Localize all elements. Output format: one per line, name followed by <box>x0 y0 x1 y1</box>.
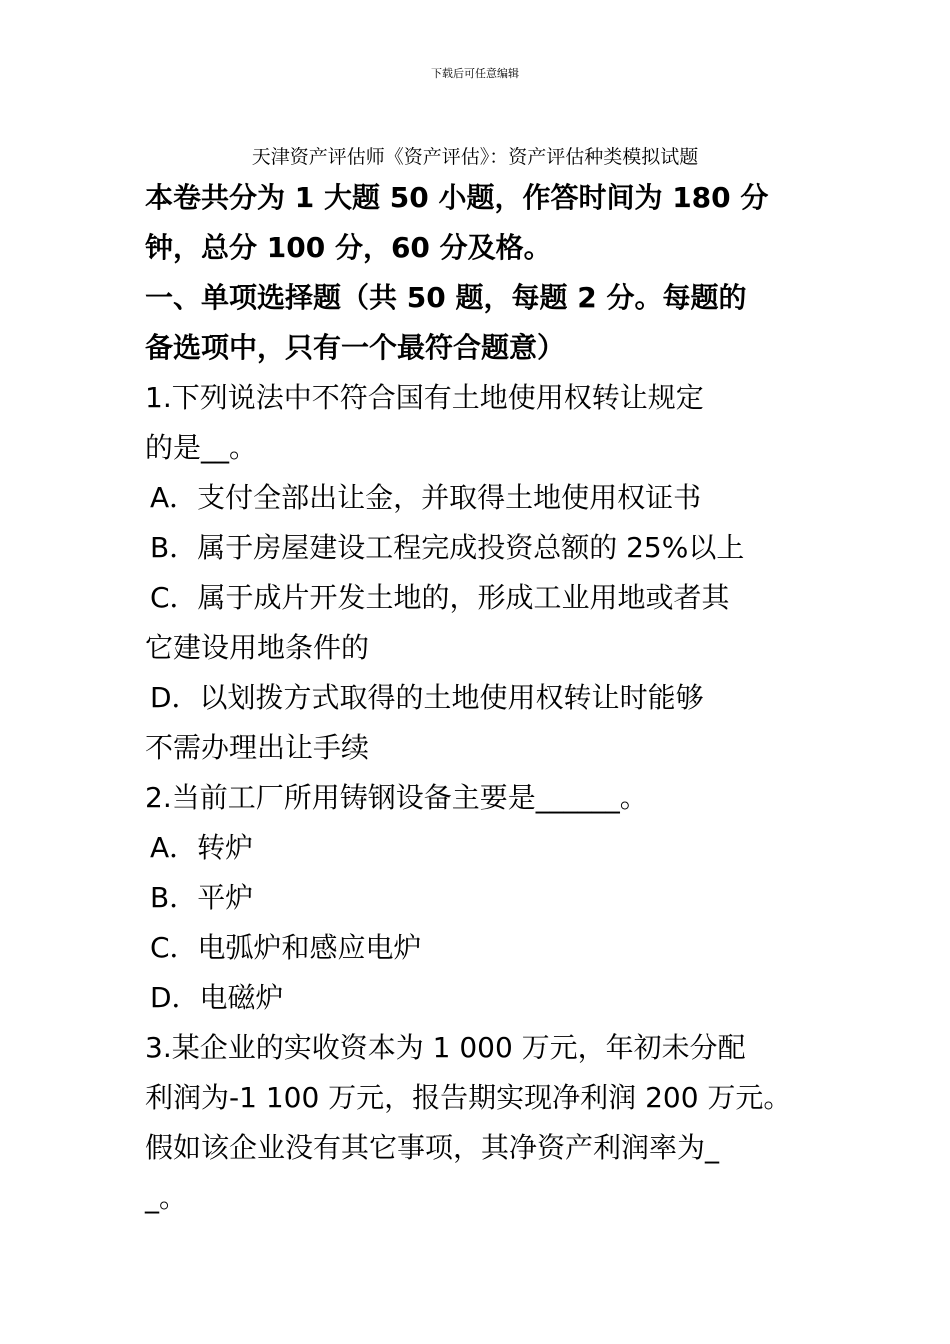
section-heading-line-2: 备选项中，只有一个最符合题意） <box>145 331 566 364</box>
question-1-option-a: A．支付全部出让金，并取得土地使用权证书 <box>150 481 702 514</box>
question-1-option-c-line-2: 它建设用地条件的 <box>145 631 370 664</box>
question-1-option-c-line-1: C．属于成片开发土地的，形成工业用地或者其 <box>150 581 730 614</box>
question-3-stem-line-2: 利润为-1 100 万元，报告期实现净利润 200 万元。 <box>145 1081 792 1114</box>
document-title: 天津资产评估师《资产评估》：资产评估种类模拟试题 <box>251 146 699 168</box>
question-1-stem-line-1: 1.下列说法中不符合国有土地使用权转让规定 <box>145 381 704 414</box>
section-heading-line-1: 一、单项选择题（共 50 题，每题 2 分。每题的 <box>145 281 747 314</box>
question-1-option-b: B．属于房屋建设工程完成投资总额的 25%以上 <box>150 531 745 564</box>
intro-line-2: 钟，总分 100 分，60 分及格。 <box>145 231 552 264</box>
question-2-option-b: B．平炉 <box>150 881 254 914</box>
question-2-option-c: C．电弧炉和感应电炉 <box>150 931 422 964</box>
question-1-stem-line-2: 的是__。 <box>145 431 258 464</box>
question-3-stem-line-4: _。 <box>145 1181 188 1214</box>
question-2-stem: 2.当前工厂所用铸钢设备主要是______。 <box>145 781 648 814</box>
question-2-option-a: A．转炉 <box>150 831 254 864</box>
intro-line-1: 本卷共分为 1 大题 50 小题，作答时间为 180 分 <box>145 181 769 214</box>
header-note: 下载后可任意编辑 <box>431 67 519 80</box>
question-1-option-d-line-1: D．以划拨方式取得的土地使用权转让时能够 <box>150 681 704 714</box>
question-3-stem-line-1: 3.某企业的实收资本为 1 000 万元，年初未分配 <box>145 1031 746 1064</box>
question-3-stem-line-3: 假如该企业没有其它事项，其净资产利润率为_ <box>145 1131 720 1164</box>
question-2-option-d: D．电磁炉 <box>150 981 284 1014</box>
question-1-option-d-line-2: 不需办理出让手续 <box>145 731 370 764</box>
